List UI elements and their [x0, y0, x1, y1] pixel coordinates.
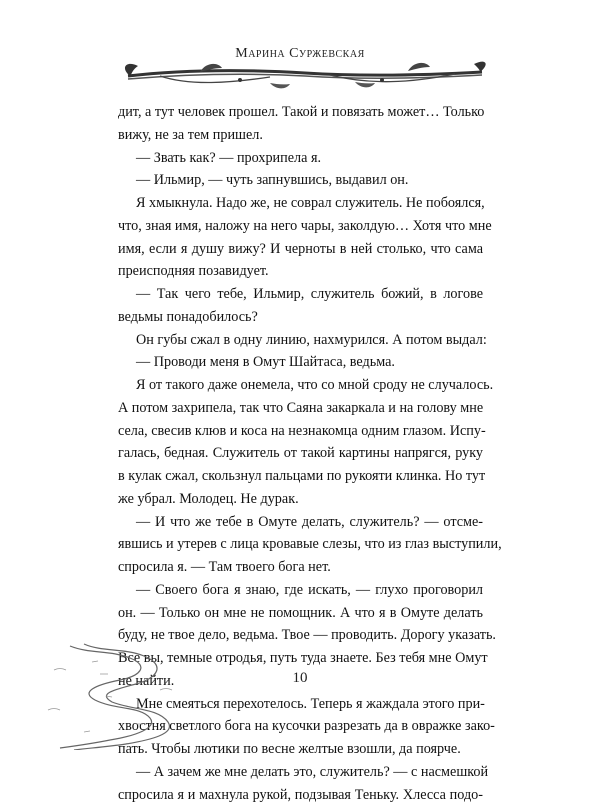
text-line: Я от такого даже онемела, что со мной сроду не случалось.	[118, 374, 483, 397]
text-line: — Звать как? — прохрипела я.	[118, 147, 483, 170]
vine-ornament-icon	[120, 56, 490, 96]
text-line: Все вы, темные отродья, путь туда знаете. Без тебя мне Омут	[118, 647, 483, 670]
text-line: Он губы сжал в одну линию, нахмурился. А потом выдал:	[118, 329, 483, 352]
text-line: А потом захрипела, так что Саяна закаркала и на голову мне	[118, 397, 483, 420]
text-line: спросила я. — Там твоего бога нет.	[118, 556, 483, 579]
text-line: — Своего бога я знаю, где искать, — глухо проговорил	[118, 579, 483, 602]
text-line: села, свесив клюв и коса на незнакомца одним глазом. Испу-	[118, 420, 483, 443]
text-line: же убрал. Молодец. Не дурак.	[118, 488, 483, 511]
text-line: имя, если я душу вижу? И черноты в ней столько, что сама	[118, 238, 483, 261]
text-line: ведьмы понадобилось?	[118, 306, 483, 329]
text-line: Мне смеяться перехотелось. Теперь я жаждала этого при-	[118, 693, 483, 716]
text-line: он. — Только он мне не помощник. А что я в Омуте делать	[118, 602, 483, 625]
text-line: что, зная имя, наложу на него чары, заколдую… Хотя что мне	[118, 215, 483, 238]
text-line: в кулак сжал, скользнул пальцами по рукояти клинка. Но тут	[118, 465, 483, 488]
text-line: — И что же тебе в Омуте делать, служитель? — отсме-	[118, 511, 483, 534]
text-line: спросила я и махнула рукой, подзывая Теньку. Хлесса подо-	[118, 784, 483, 806]
text-line: галась, бедная. Служитель от такой картины напрягся, руку	[118, 442, 483, 465]
text-line: — А зачем же мне делать это, служитель? — с насмешкой	[118, 761, 483, 784]
author-name: Марина Суржевская	[0, 46, 600, 62]
text-line: — Проводи меня в Омут Шайтаса, ведьма.	[118, 351, 483, 374]
text-line: — Ильмир, — чуть запнувшись, выдавил он.	[118, 169, 483, 192]
text-line: преисподняя позавидует.	[118, 260, 483, 283]
text-line: хвостня светлого бога на кусочки разрезать да в овражке зако-	[118, 715, 483, 738]
page-number: 10	[0, 670, 600, 687]
text-line: пать. Чтобы лютики по весне желтые взошли, да поярче.	[118, 738, 483, 761]
page-header	[0, 0, 600, 100]
text-line: буду, не твое дело, ведьма. Твое — проводить. Дорогу указать.	[118, 624, 483, 647]
text-line: Я хмыкнула. Надо же, не соврал служитель. Не побоялся,	[118, 192, 483, 215]
text-line: дит, а тут человек прошел. Такой и повязать может… Только	[118, 101, 483, 124]
text-line: — Так чего тебе, Ильмир, служитель божий, в логове	[118, 283, 483, 306]
text-line: вижу, не за тем пришел.	[118, 124, 483, 147]
river-doodle-icon	[40, 640, 190, 750]
text-line: не найти.	[118, 670, 483, 693]
text-line: явшись и утерев с лица кровавые слезы, что из глаз выступили,	[118, 533, 483, 556]
